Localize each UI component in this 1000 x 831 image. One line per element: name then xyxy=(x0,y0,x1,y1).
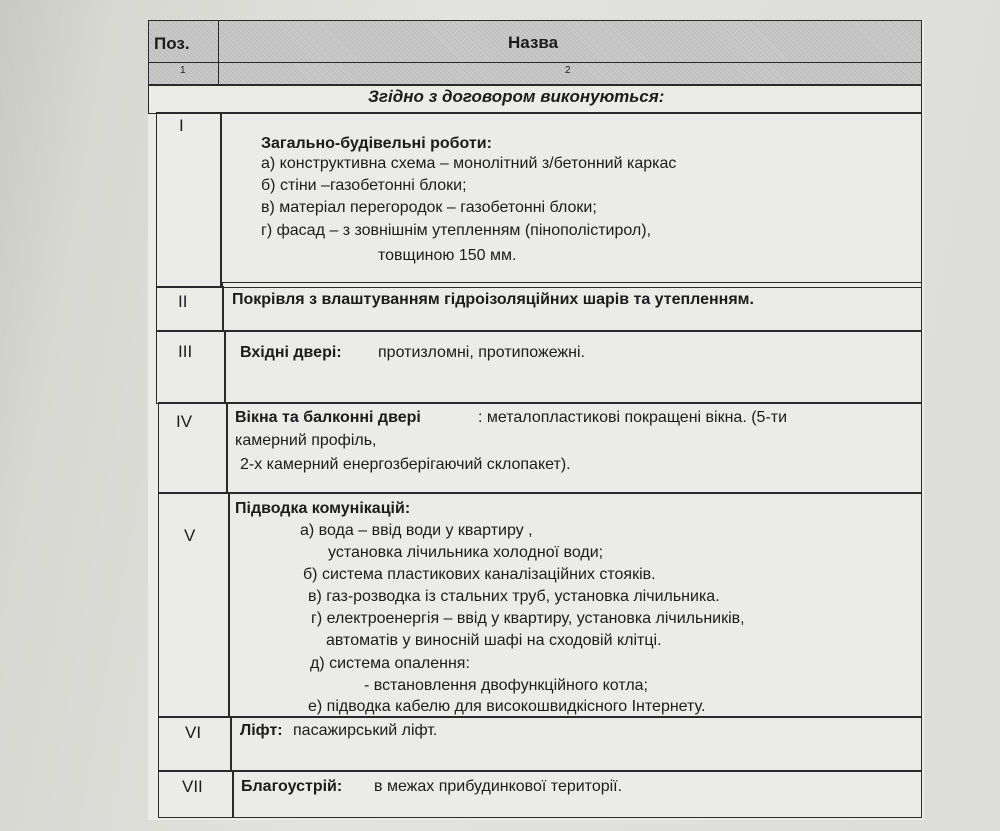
document-sheet xyxy=(148,20,924,820)
row-7-pos: VII xyxy=(182,777,203,796)
row-1-pos: I xyxy=(179,116,184,135)
row-1-line-c: в) матеріал перегородок – газобетонні блоки; xyxy=(261,199,597,216)
row-1-line-b: б) стіни –газобетонні блоки; xyxy=(261,177,467,194)
row-5-line-b: б) система пластикових каналізаційних стояків. xyxy=(303,566,656,583)
row-4-pos: IV xyxy=(176,412,193,431)
row-5-line-d2: автоматів у виносній шафі на сходовій клітці. xyxy=(326,632,662,649)
row-2-pos-cell xyxy=(156,286,224,332)
header-pos-label: Поз. xyxy=(154,34,190,53)
row-2-title: Покрівля з влаштуванням гідроізоляційних шарів та утепленням. xyxy=(232,291,754,308)
row-6-text: пасажирський ліфт. xyxy=(293,722,438,739)
row-1-line-a: а) конструктивна схема – монолітний з/бетонний каркас xyxy=(261,155,677,172)
row-3-title: Вхідні двері: xyxy=(240,344,342,361)
header-name-label: Назва xyxy=(508,33,559,52)
row-5-pos: V xyxy=(184,526,196,545)
row-4-pos-cell xyxy=(158,402,228,494)
row-5-line-e2: - встановлення двофункційного котла; xyxy=(364,677,648,694)
section-title: Згідно з договором виконуються: xyxy=(368,87,665,106)
row-5-line-e: д) система опалення: xyxy=(310,655,470,672)
row-4-text: : металопластикові покращені вікна. (5-ти xyxy=(478,409,788,426)
row-2-pos: II xyxy=(178,292,188,311)
row-5-line-a2: установка лічильника холодної води; xyxy=(328,544,604,561)
row-1-pos-cell xyxy=(156,112,222,288)
row-3-text: протизломні, протипожежні. xyxy=(378,344,585,361)
row-5-line-f: е) підводка кабелю для високошвидкісного Інтернету. xyxy=(308,698,706,715)
row-1-line-d: г) фасад – з зовнішнім утепленням (пінополістирол), xyxy=(261,222,652,239)
row-1-line-e: товщиною 150 мм. xyxy=(378,247,517,264)
row-6-pos: VI xyxy=(185,723,202,742)
header-col2-number: 2 xyxy=(565,65,571,76)
row-6-title: Ліфт: xyxy=(240,722,283,739)
row-5-line-c: в) газ-розводка із стальних труб, установка лічильника. xyxy=(308,588,720,605)
row-5-title: Підводка комунікацій: xyxy=(235,500,411,517)
header-name-cell xyxy=(218,20,922,64)
row-4-line-a: камерний профіль, xyxy=(235,432,377,449)
row-3-pos: III xyxy=(178,342,193,361)
row-5-line-d: г) електроенергія – ввід у квартиру, установка лічильників, xyxy=(311,610,745,627)
row-4-line-b: 2-х камерний енергозберігаючий склопакет). xyxy=(240,456,571,473)
row-7-title: Благоустрій: xyxy=(241,778,343,795)
row-4-title: Вікна та балконні двері xyxy=(235,409,421,426)
header-col1-number: 1 xyxy=(180,65,186,76)
row-5-line-a: а) вода – ввід води у квартиру , xyxy=(300,522,533,539)
row-1-title: Загально-будівельні роботи: xyxy=(261,135,492,152)
row-7-text: в межах прибудинкової території. xyxy=(374,778,623,795)
